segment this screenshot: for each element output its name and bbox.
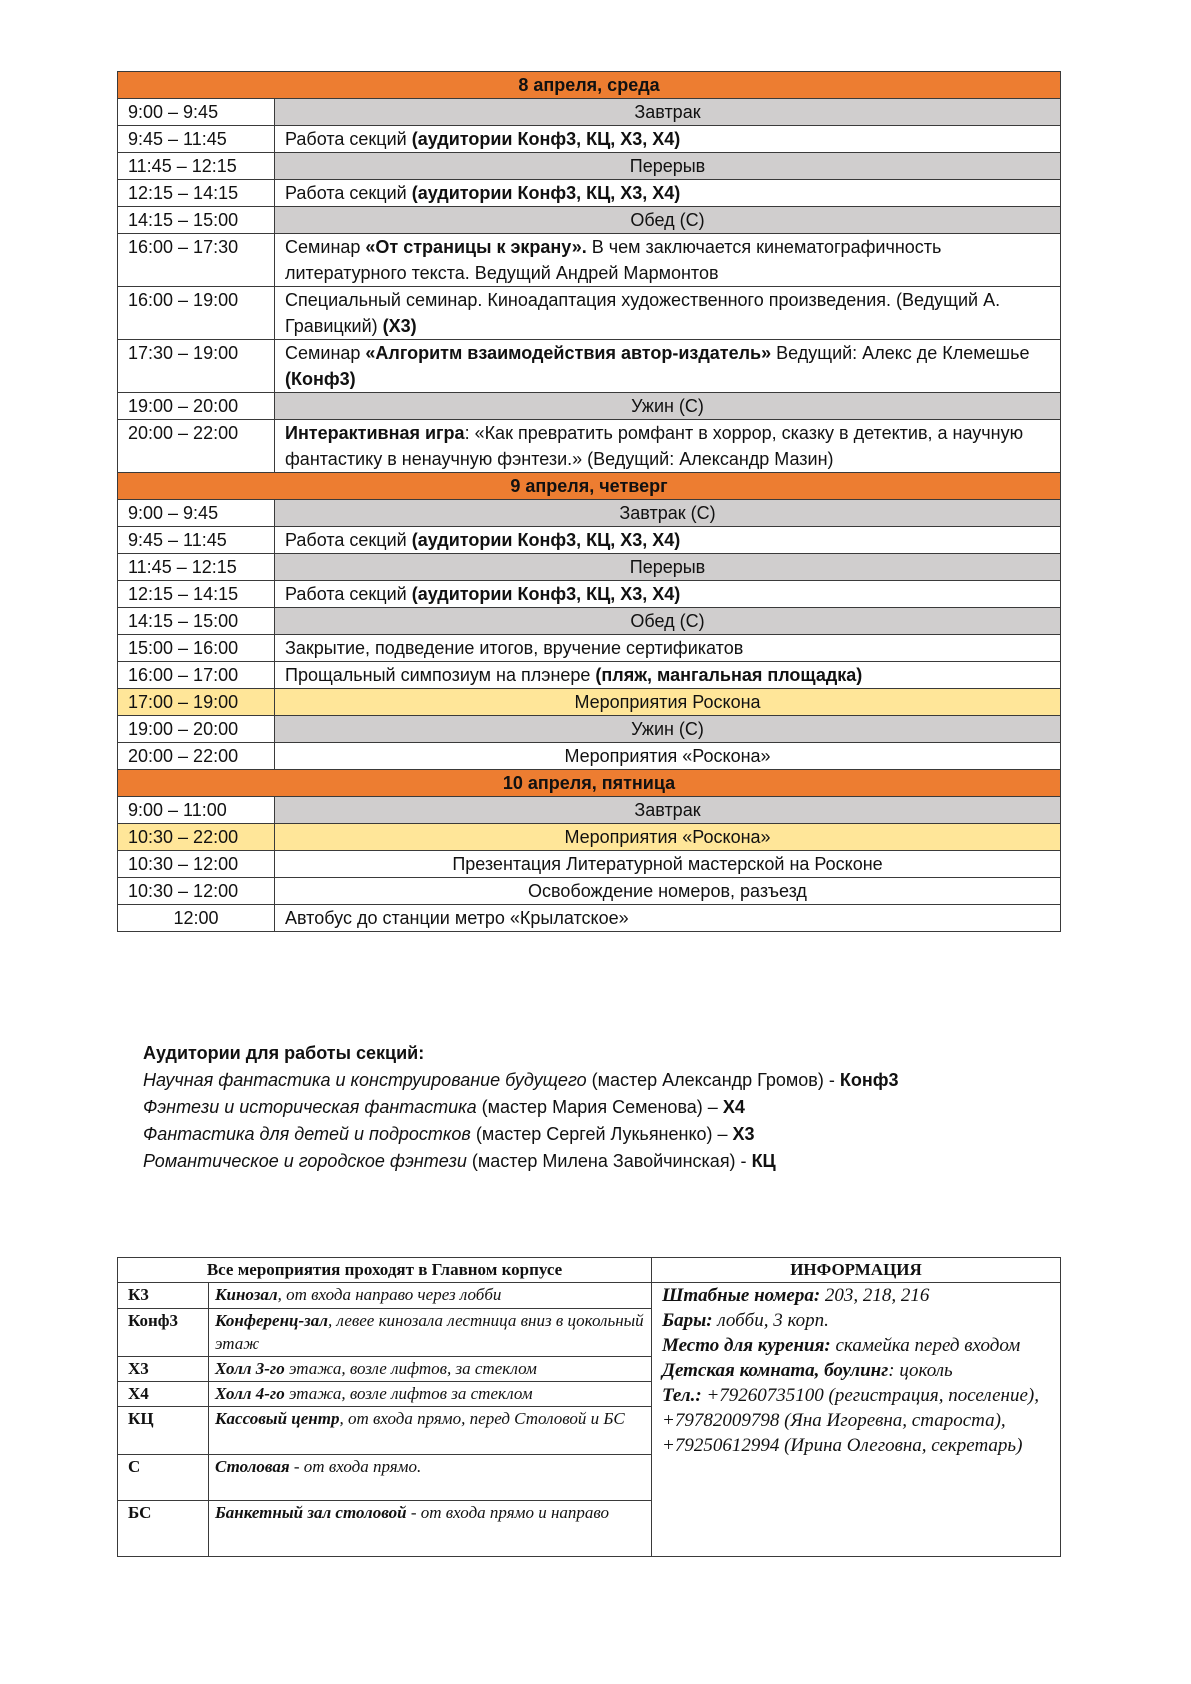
event-cell — [275, 340, 1061, 393]
time-cell: 10:30 – 22:00 — [118, 824, 275, 851]
time-cell: 20:00 – 22:00 — [118, 420, 275, 473]
event-text: (Конф3) — [285, 369, 356, 389]
event-text: «Алгоритм взаимодействия автор-издатель» — [365, 343, 772, 363]
event-text: (аудитории Конф3, КЦ, Х3, Х4) — [411, 584, 681, 604]
schedule-row — [118, 234, 1061, 287]
schedule-row — [118, 287, 1061, 340]
section-room: Х3 — [732, 1124, 755, 1144]
room-description — [209, 1308, 652, 1356]
room-directions: , от входа прямо, перед Столовой и БС — [339, 1409, 625, 1428]
room-name: Кинозал — [215, 1285, 278, 1305]
room-name: Столовая — [215, 1457, 290, 1476]
event-text: В чем заключается кинематографичность литературного текста. Ведущий Андрей Мармонтов — [285, 237, 942, 283]
schedule-row — [118, 153, 1061, 180]
time-cell: 9:00 – 11:00 — [118, 797, 275, 824]
time-cell: 16:00 – 17:30 — [118, 234, 275, 287]
rooms-info-table — [117, 1257, 1061, 1557]
schedule-row — [118, 824, 1061, 851]
event-text: Перерыв — [629, 557, 706, 577]
event-text: Работа секций — [285, 129, 412, 149]
event-cell — [275, 527, 1061, 554]
sections-list — [143, 1040, 1043, 1175]
section-master: (мастер Мария Семенова) – — [476, 1097, 723, 1117]
room-code: КЦ — [118, 1407, 209, 1455]
room-description — [209, 1283, 652, 1308]
schedule-row — [118, 180, 1061, 207]
event-text: Мероприятия «Роскона» — [564, 827, 771, 847]
event-text: Ужин (С) — [631, 719, 704, 739]
event-text: Завтрак — [634, 800, 701, 820]
info-value: скамейка перед входом — [830, 1335, 1021, 1357]
schedule-row — [118, 393, 1061, 420]
info-value: +79260735100 (регистрация, поселение), +79782009798 (Яна Игоревна, староста), +79250612994 (Ирина Олеговна, секретарь) — [662, 1385, 1039, 1457]
section-name: Романтическое и городское фэнтези — [143, 1151, 467, 1171]
schedule-row — [118, 905, 1061, 932]
event-cell — [275, 393, 1061, 420]
event-text: (пляж, мангальная площадка) — [595, 665, 863, 685]
schedule-row — [118, 500, 1061, 527]
event-cell — [275, 878, 1061, 905]
schedule-table — [117, 71, 1061, 932]
schedule-row — [118, 99, 1061, 126]
section-room: КЦ — [751, 1151, 776, 1171]
section-item — [143, 1121, 1043, 1148]
room-code: С — [118, 1455, 209, 1501]
event-cell — [275, 824, 1061, 851]
time-cell: 12:15 – 14:15 — [118, 581, 275, 608]
schedule-row — [118, 797, 1061, 824]
day-title: 10 апреля, пятница — [118, 770, 1061, 797]
time-cell: 10:30 – 12:00 — [118, 851, 275, 878]
schedule-row — [118, 207, 1061, 234]
schedule-row — [118, 635, 1061, 662]
event-cell — [275, 234, 1061, 287]
room-row — [118, 1283, 1061, 1308]
room-description — [209, 1356, 652, 1381]
info-value: : цоколь — [888, 1360, 953, 1382]
event-text: Интерактивная игра — [285, 423, 465, 443]
event-cell — [275, 99, 1061, 126]
schedule-row — [118, 662, 1061, 689]
room-code: Х3 — [118, 1356, 209, 1381]
room-directions: , от входа направо через лобби — [277, 1285, 502, 1305]
schedule-row — [118, 716, 1061, 743]
section-item — [143, 1067, 1043, 1094]
event-text: : «Как превратить ромфант в хоррор, сказку в детектив, а научную фантастику в ненаучную фэнтези.» (Ведущий: Александр Мазин) — [285, 423, 1024, 469]
schedule-row — [118, 608, 1061, 635]
room-name: Холл 3-го — [215, 1358, 285, 1378]
info-line — [662, 1308, 1054, 1333]
event-text: Ведущий: Алекс де Клемешье — [771, 343, 1030, 363]
event-text: Семинар — [285, 237, 366, 257]
event-text: Обед (С) — [630, 210, 705, 230]
room-name: Банкетный зал столовой — [215, 1503, 407, 1522]
event-cell — [275, 851, 1061, 878]
schedule-row — [118, 581, 1061, 608]
schedule-row — [118, 689, 1061, 716]
event-text: Перерыв — [629, 156, 706, 176]
room-name: Холл 4-го — [215, 1383, 285, 1403]
section-name: Научная фантастика и конструирование будущего — [143, 1070, 587, 1090]
event-cell — [275, 287, 1061, 340]
section-item — [143, 1094, 1043, 1121]
section-master: (мастер Сергей Лукьяненко) – — [470, 1124, 733, 1144]
time-cell: 10:30 – 12:00 — [118, 878, 275, 905]
event-text: Работа секций — [285, 183, 412, 203]
event-cell — [275, 207, 1061, 234]
room-name: Конференц-зал — [215, 1310, 328, 1330]
event-text: Закрытие, подведение итогов, вручение сертификатов — [285, 638, 744, 658]
event-cell — [275, 153, 1061, 180]
section-name: Фэнтези и историческая фантастика — [143, 1097, 477, 1117]
room-name: Кассовый центр — [215, 1409, 340, 1428]
info-label: Тел.: — [662, 1385, 702, 1407]
time-cell: 9:45 – 11:45 — [118, 126, 275, 153]
event-cell — [275, 126, 1061, 153]
event-text: «От страницы к экрану». — [365, 237, 587, 257]
time-cell: 9:00 – 9:45 — [118, 99, 275, 126]
event-cell — [275, 905, 1061, 932]
time-cell: 19:00 – 20:00 — [118, 716, 275, 743]
room-code: Конф3 — [118, 1308, 209, 1356]
event-cell — [275, 716, 1061, 743]
info-line — [662, 1358, 1054, 1383]
time-cell: 14:15 – 15:00 — [118, 207, 275, 234]
room-description — [209, 1381, 652, 1406]
schedule-row — [118, 420, 1061, 473]
room-directions: , левее кинозала лестница вниз в цокольный этаж — [215, 1310, 644, 1353]
event-text: Семинар — [285, 343, 366, 363]
event-text: Освобождение номеров, разъезд — [528, 881, 807, 901]
schedule-row — [118, 554, 1061, 581]
schedule-row — [118, 878, 1061, 905]
info-value: 203, 218, 216 — [820, 1285, 930, 1307]
room-directions: этажа, возле лифтов за стеклом — [284, 1383, 533, 1403]
event-text: (Х3) — [382, 316, 417, 336]
info-cell — [652, 1283, 1061, 1557]
event-text: Презентация Литературной мастерской на Росконе — [452, 854, 883, 874]
day-header-row — [118, 72, 1061, 99]
time-cell: 16:00 – 17:00 — [118, 662, 275, 689]
info-line — [662, 1383, 1054, 1458]
time-cell: 12:15 – 14:15 — [118, 180, 275, 207]
time-cell: 11:45 – 12:15 — [118, 554, 275, 581]
room-code: Х4 — [118, 1381, 209, 1406]
time-cell: 17:00 – 19:00 — [118, 689, 275, 716]
info-label: Детская комната, боулинг — [662, 1360, 889, 1382]
event-text: Специальный семинар. Киноадаптация художественного произведения. (Ведущий А. Гравицкий) — [285, 290, 1001, 336]
schedule-row — [118, 527, 1061, 554]
event-cell — [275, 581, 1061, 608]
schedule-row — [118, 340, 1061, 393]
event-cell — [275, 689, 1061, 716]
day-header-row — [118, 473, 1061, 500]
time-cell: 11:45 – 12:15 — [118, 153, 275, 180]
event-text: Мероприятия Роскона — [574, 692, 761, 712]
event-cell — [275, 500, 1061, 527]
rooms-header: Все мероприятия проходят в Главном корпусе — [118, 1258, 652, 1283]
time-cell: 17:30 – 19:00 — [118, 340, 275, 393]
info-line — [662, 1283, 1054, 1308]
section-room: Конф3 — [839, 1070, 899, 1090]
time-cell: 20:00 – 22:00 — [118, 743, 275, 770]
day-title: 9 апреля, четверг — [118, 473, 1061, 500]
room-code: БС — [118, 1501, 209, 1557]
time-cell: 9:00 – 9:45 — [118, 500, 275, 527]
event-text: (аудитории Конф3, КЦ, Х3, Х4) — [411, 183, 681, 203]
schedule-row — [118, 743, 1061, 770]
room-directions: - от входа прямо. — [289, 1457, 422, 1476]
info-label: Место для курения: — [662, 1335, 831, 1357]
schedule-row — [118, 126, 1061, 153]
event-cell — [275, 420, 1061, 473]
event-text: Мероприятия «Роскона» — [564, 746, 771, 766]
info-line — [662, 1333, 1054, 1358]
event-cell — [275, 797, 1061, 824]
event-text: Завтрак — [634, 102, 701, 122]
event-cell — [275, 662, 1061, 689]
section-master: (мастер Александр Громов) - — [586, 1070, 840, 1090]
section-master: (мастер Милена Завойчинская) - — [466, 1151, 752, 1171]
day-title: 8 апреля, среда — [118, 72, 1061, 99]
event-text: Обед (С) — [630, 611, 705, 631]
time-cell: 16:00 – 19:00 — [118, 287, 275, 340]
event-cell — [275, 554, 1061, 581]
section-item — [143, 1148, 1043, 1175]
room-directions: этажа, возле лифтов, за стеклом — [284, 1358, 537, 1378]
event-text: Автобус до станции метро «Крылатское» — [285, 908, 629, 928]
event-text: Ужин (С) — [631, 396, 704, 416]
day-header-row — [118, 770, 1061, 797]
section-name: Фантастика для детей и подростков — [143, 1124, 471, 1144]
time-cell: 15:00 – 16:00 — [118, 635, 275, 662]
section-room: Х4 — [722, 1097, 745, 1117]
event-text: Работа секций — [285, 584, 412, 604]
time-cell: 14:15 – 15:00 — [118, 608, 275, 635]
event-text: Работа секций — [285, 530, 412, 550]
sections-title: Аудитории для работы секций: — [143, 1043, 425, 1063]
room-code: К3 — [118, 1283, 209, 1308]
room-description — [209, 1501, 652, 1557]
info-value: лобби, 3 корп. — [712, 1310, 829, 1332]
event-text: Завтрак (С) — [619, 503, 716, 523]
info-header: ИНФОРМАЦИЯ — [652, 1258, 1061, 1283]
time-cell: 19:00 – 20:00 — [118, 393, 275, 420]
event-text: (аудитории Конф3, КЦ, Х3, Х4) — [411, 530, 681, 550]
event-text: Прощальный симпозиум на плэнере — [285, 665, 596, 685]
event-cell — [275, 635, 1061, 662]
event-cell — [275, 743, 1061, 770]
event-text: (аудитории Конф3, КЦ, Х3, Х4) — [411, 129, 681, 149]
event-cell — [275, 608, 1061, 635]
room-directions: - от входа прямо и направо — [406, 1503, 610, 1522]
room-description — [209, 1455, 652, 1501]
schedule-row — [118, 851, 1061, 878]
info-label: Штабные номера: — [662, 1285, 821, 1307]
room-description — [209, 1407, 652, 1455]
info-label: Бары: — [662, 1310, 713, 1332]
rooms-header-row — [118, 1258, 1061, 1283]
event-cell — [275, 180, 1061, 207]
time-cell: 9:45 – 11:45 — [118, 527, 275, 554]
time-cell: 12:00 — [118, 905, 275, 932]
